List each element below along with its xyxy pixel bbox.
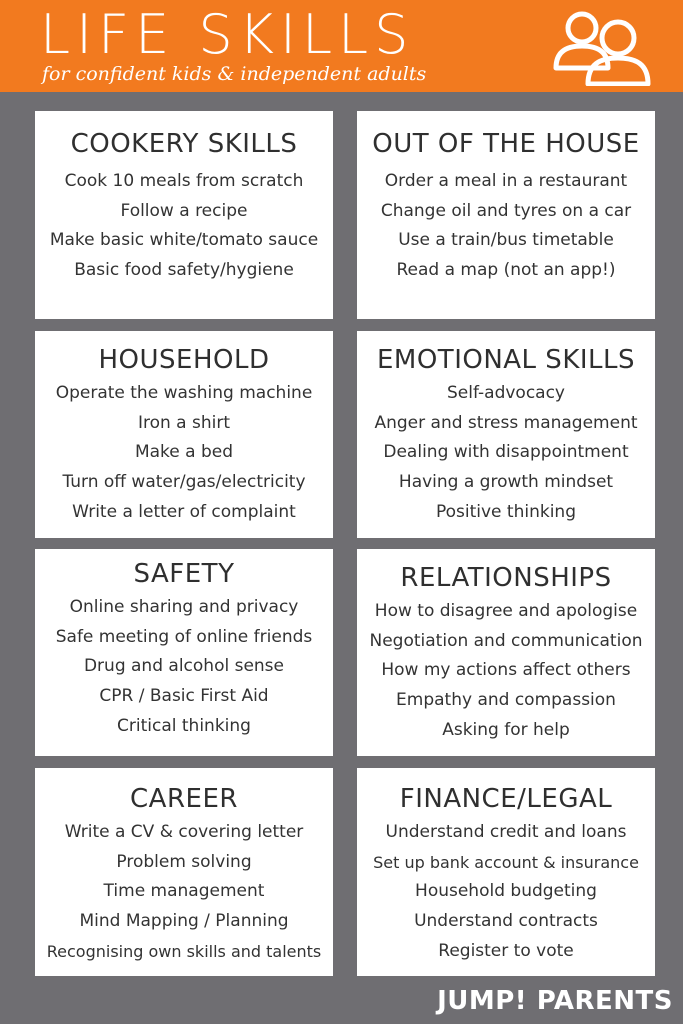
list-item: Make a bed <box>134 442 234 463</box>
list-item: Basic food safety/hygiene <box>74 260 294 281</box>
header-banner <box>0 0 683 92</box>
card-cookery <box>35 111 333 319</box>
card-finance-legal <box>357 768 655 976</box>
list-item: Make basic white/tomato sauce <box>49 230 319 251</box>
card-safety <box>35 549 333 756</box>
list-item: Dealing with disappointment <box>383 442 629 463</box>
card-title: HOUSEHOLD <box>98 345 270 375</box>
list-item: Anger and stress management <box>374 412 638 433</box>
list-item: CPR / Basic First Aid <box>99 686 269 707</box>
card-title: FINANCE/LEGAL <box>399 784 613 814</box>
list-item: Negotiation and communication <box>369 630 643 651</box>
card-title: CAREER <box>130 784 238 814</box>
list-item: Understand credit and loans <box>385 822 627 842</box>
list-item: Write a letter of complaint <box>72 501 296 522</box>
list-item: Iron a shirt <box>137 412 231 433</box>
list-item: Turn off water/gas/electricity <box>62 472 306 493</box>
list-item: Change oil and tyres on a car <box>380 200 632 221</box>
list-item: How to disagree and apologise <box>374 601 638 621</box>
list-item: Use a train/bus timetable <box>398 230 614 251</box>
page-subtitle: for confident kids & independent adults <box>42 63 427 85</box>
list-item: Having a growth mindset <box>398 472 614 493</box>
list-item: Cook 10 meals from scratch <box>64 171 304 191</box>
list-item: Time management <box>103 881 265 902</box>
list-item: Mind Mapping / Planning <box>79 911 289 932</box>
page-title: LIFE SKILLS <box>40 3 415 66</box>
people-icon <box>548 6 658 86</box>
card-emotional <box>357 331 655 538</box>
list-item: Online sharing and privacy <box>69 597 299 617</box>
list-item: Operate the washing machine <box>55 383 313 403</box>
list-item: Register to vote <box>438 940 574 961</box>
list-item: Drug and alcohol sense <box>83 656 285 677</box>
list-item: Household budgeting <box>415 881 597 902</box>
list-item: Safe meeting of online friends <box>55 626 313 647</box>
list-item: Read a map (not an app!) <box>396 260 616 281</box>
list-item: Positive thinking <box>435 501 576 522</box>
list-item: Follow a recipe <box>120 200 248 221</box>
card-household <box>35 331 333 538</box>
card-title: OUT OF THE HOUSE <box>372 129 640 159</box>
list-item: Understand contracts <box>414 911 598 932</box>
list-item: Self-advocacy <box>446 383 565 403</box>
card-out-of-house <box>357 111 655 319</box>
card-career <box>35 768 333 976</box>
list-item: Problem solving <box>116 851 252 872</box>
list-item: Set up bank account & insurance <box>373 852 639 872</box>
brand-logo: JUMP! PARENTS <box>437 986 673 1016</box>
card-title: EMOTIONAL SKILLS <box>376 345 636 375</box>
list-item: Asking for help <box>442 719 570 740</box>
list-item: Order a meal in a restaurant <box>384 171 628 191</box>
list-item: How my actions affect others <box>381 660 631 681</box>
list-item: Write a CV & covering letter <box>64 822 304 842</box>
card-title: RELATIONSHIPS <box>400 563 612 593</box>
card-title: COOKERY SKILLS <box>70 129 298 159</box>
card-title: SAFETY <box>133 559 235 589</box>
list-item: Critical thinking <box>117 715 251 736</box>
card-relationships <box>357 549 655 756</box>
list-item: Recognising own skills and talents <box>46 941 322 961</box>
list-item: Empathy and compassion <box>396 690 616 711</box>
